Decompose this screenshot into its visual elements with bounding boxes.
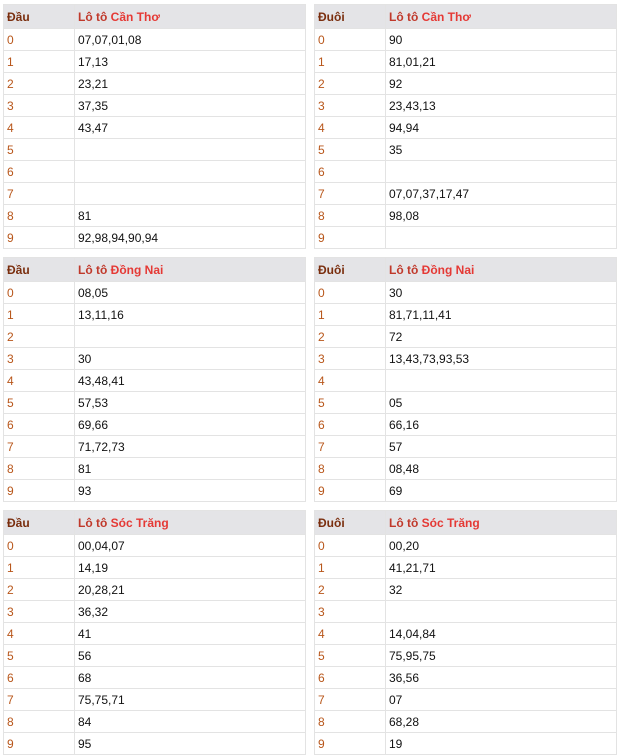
row-numbers [386,161,617,183]
row-numbers: 19 [386,733,617,755]
row-digit: 4 [4,117,75,139]
table-row [315,161,617,183]
duoi-column-header: Đuôi [315,258,386,282]
row-numbers [386,370,617,392]
row-digit: 0 [4,29,75,51]
table-row [315,458,617,480]
row-digit: 7 [4,183,75,205]
row-numbers: 68,28 [386,711,617,733]
table-row [4,645,306,667]
dau-column-header: Đầu [4,5,75,29]
row-digit: 0 [4,535,75,557]
row-numbers: 75,75,71 [75,689,306,711]
row-digit: 3 [4,348,75,370]
table-row [315,326,617,348]
row-digit: 8 [4,205,75,227]
row-digit: 3 [315,348,386,370]
row-digit: 6 [315,161,386,183]
row-numbers [386,601,617,623]
row-digit: 0 [315,535,386,557]
row-numbers: 07,07,01,08 [75,29,306,51]
row-numbers: 95 [75,733,306,755]
row-digit: 7 [315,689,386,711]
row-numbers: 30 [75,348,306,370]
table-row [315,480,617,502]
row-numbers [75,326,306,348]
table-row [315,29,617,51]
loto-grid [3,4,617,755]
table-row [315,183,617,205]
dau-column-header: Đầu [4,258,75,282]
row-digit: 4 [4,623,75,645]
row-digit: 7 [315,183,386,205]
row-numbers: 72 [386,326,617,348]
table-row [315,95,617,117]
row-digit: 1 [315,51,386,73]
row-numbers: 75,95,75 [386,645,617,667]
row-digit: 5 [4,392,75,414]
table-row [4,370,306,392]
row-numbers: 43,48,41 [75,370,306,392]
row-numbers: 92 [386,73,617,95]
table-row [315,370,617,392]
row-numbers: 00,20 [386,535,617,557]
row-numbers [386,227,617,249]
table-row [4,436,306,458]
province-name: Cần Thơ [110,9,160,24]
table-row [315,304,617,326]
province-name: Đồng Nai [110,262,164,277]
row-digit: 0 [315,282,386,304]
row-numbers: 35 [386,139,617,161]
table-row [315,557,617,579]
row-numbers: 30 [386,282,617,304]
table-row [315,601,617,623]
row-digit: 2 [315,579,386,601]
table-row [315,645,617,667]
row-numbers: 81,01,21 [386,51,617,73]
row-digit: 5 [315,392,386,414]
loto-title-prefix: Lô tô [389,515,419,530]
row-numbers: 08,05 [75,282,306,304]
table-row [315,205,617,227]
province-name: Sóc Trăng [110,515,169,530]
loto-table-duoi-soc-trang [314,510,617,755]
table-row [4,711,306,733]
table-row [4,139,306,161]
table-row [315,139,617,161]
table-row [315,51,617,73]
row-numbers: 23,43,13 [386,95,617,117]
loto-table-dau-dong-nai [3,257,306,502]
table-row [4,326,306,348]
table-row [4,689,306,711]
row-numbers: 81 [75,205,306,227]
table-row [315,535,617,557]
row-digit: 9 [4,227,75,249]
row-digit: 1 [315,304,386,326]
loto-title-prefix: Lô tô [389,9,419,24]
row-digit: 8 [315,205,386,227]
row-digit: 2 [4,73,75,95]
loto-table-duoi-dong-nai [314,257,617,502]
row-digit: 7 [315,436,386,458]
row-numbers: 23,21 [75,73,306,95]
row-numbers: 41,21,71 [386,557,617,579]
row-numbers: 66,16 [386,414,617,436]
table-row [4,205,306,227]
row-numbers: 13,43,73,93,53 [386,348,617,370]
table-row [4,73,306,95]
table-row [315,73,617,95]
row-digit: 7 [4,436,75,458]
row-numbers: 05 [386,392,617,414]
row-digit: 1 [4,304,75,326]
loto-block-can-tho [3,4,617,249]
row-digit: 4 [315,623,386,645]
loto-title-header [75,511,306,535]
table-header-row [4,511,306,535]
loto-table-duoi-can-tho [314,4,617,249]
row-digit: 8 [4,711,75,733]
row-digit: 5 [4,139,75,161]
row-digit: 9 [315,227,386,249]
row-digit: 6 [4,414,75,436]
table-row [4,117,306,139]
table-row [315,392,617,414]
row-digit: 2 [4,326,75,348]
row-numbers: 93 [75,480,306,502]
table-row [4,161,306,183]
row-numbers: 17,13 [75,51,306,73]
row-numbers: 56 [75,645,306,667]
table-row [4,623,306,645]
row-digit: 6 [4,667,75,689]
table-row [4,414,306,436]
row-numbers: 43,47 [75,117,306,139]
table-row [4,601,306,623]
row-numbers: 84 [75,711,306,733]
row-numbers: 14,04,84 [386,623,617,645]
loto-title-prefix: Lô tô [389,262,419,277]
row-digit: 9 [315,480,386,502]
row-digit: 5 [4,645,75,667]
row-digit: 6 [315,667,386,689]
row-digit: 0 [315,29,386,51]
row-digit: 4 [4,370,75,392]
row-numbers: 00,04,07 [75,535,306,557]
row-digit: 1 [315,557,386,579]
row-numbers: 41 [75,623,306,645]
table-row [4,95,306,117]
province-name: Sóc Trăng [421,515,480,530]
row-digit: 6 [315,414,386,436]
row-digit: 1 [4,51,75,73]
table-row [315,733,617,755]
table-row [315,711,617,733]
row-digit: 9 [4,733,75,755]
loto-block-soc-trang [3,510,617,755]
row-digit: 8 [315,711,386,733]
row-numbers: 81,71,11,41 [386,304,617,326]
loto-title-prefix: Lô tô [78,9,108,24]
table-header-row [315,5,617,29]
row-numbers: 98,08 [386,205,617,227]
table-row [315,623,617,645]
row-numbers: 71,72,73 [75,436,306,458]
row-digit: 3 [4,95,75,117]
row-numbers: 69,66 [75,414,306,436]
row-digit: 6 [4,161,75,183]
loto-title-header [75,258,306,282]
table-row [4,183,306,205]
row-digit: 8 [315,458,386,480]
table-row [4,392,306,414]
duoi-column-header: Đuôi [315,511,386,535]
table-row [4,282,306,304]
row-digit: 0 [4,282,75,304]
loto-block-dong-nai [3,257,617,502]
table-header-row [315,258,617,282]
row-numbers: 07 [386,689,617,711]
table-row [4,29,306,51]
table-row [4,733,306,755]
row-digit: 1 [4,557,75,579]
row-digit: 9 [315,733,386,755]
table-row [315,436,617,458]
table-row [315,117,617,139]
table-header-row [4,258,306,282]
row-numbers: 69 [386,480,617,502]
row-numbers: 20,28,21 [75,579,306,601]
row-digit: 8 [4,458,75,480]
row-numbers: 90 [386,29,617,51]
loto-table-dau-can-tho [3,4,306,249]
row-digit: 2 [315,73,386,95]
loto-title-header [386,5,617,29]
table-row [315,282,617,304]
table-row [4,480,306,502]
table-row [315,667,617,689]
table-row [4,348,306,370]
row-digit: 3 [315,601,386,623]
loto-title-prefix: Lô tô [78,262,108,277]
loto-title-header [386,258,617,282]
row-digit: 5 [315,645,386,667]
table-row [315,348,617,370]
row-numbers: 14,19 [75,557,306,579]
row-numbers [75,139,306,161]
row-digit: 2 [4,579,75,601]
row-numbers: 57 [386,436,617,458]
row-numbers: 68 [75,667,306,689]
row-numbers: 81 [75,458,306,480]
table-row [4,579,306,601]
row-numbers: 36,56 [386,667,617,689]
table-row [315,414,617,436]
province-name: Đồng Nai [421,262,475,277]
row-numbers: 32 [386,579,617,601]
loto-title-header [75,5,306,29]
table-row [4,304,306,326]
loto-table-dau-soc-trang [3,510,306,755]
row-digit: 7 [4,689,75,711]
row-numbers: 94,94 [386,117,617,139]
row-numbers: 13,11,16 [75,304,306,326]
table-row [4,458,306,480]
province-name: Cần Thơ [421,9,471,24]
row-digit: 5 [315,139,386,161]
row-numbers: 57,53 [75,392,306,414]
table-row [315,579,617,601]
row-numbers: 08,48 [386,458,617,480]
table-row [315,227,617,249]
table-row [315,689,617,711]
row-numbers: 37,35 [75,95,306,117]
row-digit: 3 [4,601,75,623]
table-header-row [315,511,617,535]
row-numbers [75,183,306,205]
row-numbers: 07,07,37,17,47 [386,183,617,205]
table-row [4,227,306,249]
dau-column-header: Đầu [4,511,75,535]
row-numbers [75,161,306,183]
duoi-column-header: Đuôi [315,5,386,29]
table-row [4,51,306,73]
table-row [4,667,306,689]
row-digit: 3 [315,95,386,117]
row-digit: 4 [315,370,386,392]
row-digit: 4 [315,117,386,139]
row-digit: 9 [4,480,75,502]
row-numbers: 92,98,94,90,94 [75,227,306,249]
loto-title-prefix: Lô tô [78,515,108,530]
loto-title-header [386,511,617,535]
table-header-row [4,5,306,29]
table-row [4,557,306,579]
row-digit: 2 [315,326,386,348]
row-numbers: 36,32 [75,601,306,623]
table-row [4,535,306,557]
